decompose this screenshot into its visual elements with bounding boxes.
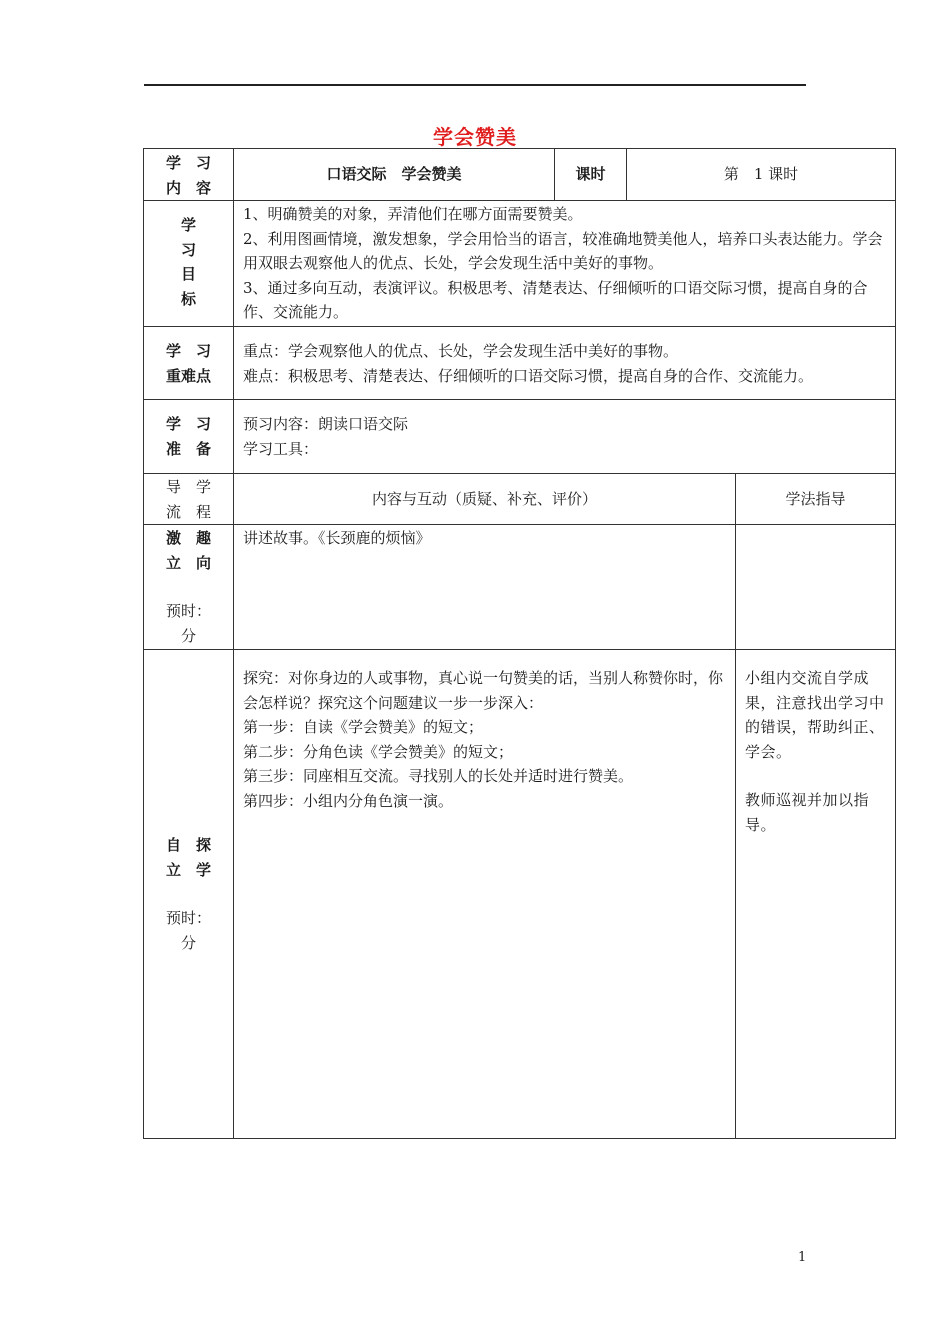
goal-item: 2、利用图画情境，激发想象，学会用恰当的语言，较准确地赞美他人，培养口头表达能力。学会用双眼去观察他人的优点、长处，学会发现生活中美好的事物。 — [243, 229, 883, 272]
row-stage1 — [144, 525, 896, 650]
stage1-method — [736, 525, 896, 650]
goal-item: 3、通过多向互动，表演评议。积极思考、清楚表达、仔细倾听的口语交际习惯，提高自身的合作、交流能力。 — [243, 278, 868, 321]
label-goals — [144, 201, 234, 327]
lesson-topic: 口语交际 学会赞美 — [234, 149, 555, 201]
preparation-item: 预习内容：朗读口语交际 — [243, 415, 409, 433]
label-char: 目 — [180, 265, 196, 283]
row-key-points — [144, 327, 896, 400]
column-header-content: 内容与互动（质疑、补充、评价） — [234, 474, 736, 525]
period-label: 课时 — [555, 149, 627, 201]
label-line: 流 程 — [165, 502, 211, 521]
stage2-line: 第一步：自读《学会赞美》的短文； — [243, 718, 484, 736]
label-line: 内 容 — [165, 178, 211, 197]
estimated-time-label: 预时： — [165, 909, 211, 927]
stage2-line: 第二步：分角色读《学会赞美》的短文； — [243, 742, 514, 761]
label-line: 学 习 — [165, 415, 211, 433]
header-rule — [144, 84, 806, 86]
label-preparation — [144, 400, 234, 474]
row-content — [144, 149, 896, 201]
label-stage1 — [144, 525, 234, 650]
key-points-text — [234, 327, 896, 400]
label-line: 自 探 — [165, 836, 211, 854]
label-key-points — [144, 327, 234, 400]
row-goals — [144, 201, 896, 327]
label-char: 标 — [180, 289, 196, 308]
label-char: 学 — [180, 216, 196, 234]
label-line: 激 趣 — [165, 529, 211, 547]
page-number: 1 — [798, 1250, 807, 1265]
label-line: 导 学 — [165, 478, 211, 496]
stage2-line: 第三步：同座相互交流。寻找别人的长处并适时进行赞美。 — [243, 767, 634, 785]
row-preparation — [144, 400, 896, 474]
goal-item: 1、明确赞美的对象，弄清他们在哪方面需要赞美。 — [243, 205, 583, 223]
document-title: 学会赞美 — [433, 125, 517, 149]
stage2-line: 第四步：小组内分角色演一演。 — [243, 791, 454, 810]
estimated-time-unit: 分 — [180, 933, 196, 952]
label-line: 立 学 — [165, 860, 211, 879]
label-line: 立 向 — [165, 553, 211, 572]
label-line: 学 习 — [165, 154, 211, 172]
estimated-time-label: 预时： — [165, 602, 211, 620]
label-flow — [144, 474, 234, 525]
label-char: 习 — [180, 240, 196, 259]
stage2-method — [736, 650, 896, 1139]
stage1-content: 讲述故事。《长颈鹿的烦恼》 — [234, 525, 736, 650]
label-line: 重难点 — [165, 366, 211, 385]
label-content — [144, 149, 234, 201]
goals-text — [234, 201, 896, 327]
lesson-plan-table — [143, 148, 896, 1139]
preparation-text — [234, 400, 896, 474]
key-point-item: 重点：学会观察他人的优点、长处，学会发现生活中美好的事物。 — [243, 342, 679, 360]
estimated-time-unit: 分 — [180, 626, 196, 645]
row-flow-header — [144, 474, 896, 525]
label-line: 学 习 — [165, 342, 211, 360]
preparation-item: 学习工具： — [243, 439, 319, 458]
stage2-line: 探究：对你身边的人或事物，真心说一句赞美的话，当别人称赞你时，你会怎样说？探究这个问题建议一步一步深入： — [243, 669, 724, 712]
method-note: 小组内交流自学成果，注意找出学习中的错误，帮助纠正、学会。 — [745, 669, 885, 761]
column-header-method: 学法指导 — [736, 474, 896, 525]
key-point-item: 难点：积极思考、清楚表达、仔细倾听的口语交际习惯，提高自身的合作、交流能力。 — [243, 366, 814, 385]
label-stage2 — [144, 650, 234, 1139]
label-line: 准 备 — [165, 439, 211, 458]
row-stage2 — [144, 650, 896, 1139]
stage2-content — [234, 650, 736, 1139]
method-note: 教师巡视并加以指导。 — [745, 791, 870, 834]
period-value: 第 1 课时 — [627, 149, 896, 201]
